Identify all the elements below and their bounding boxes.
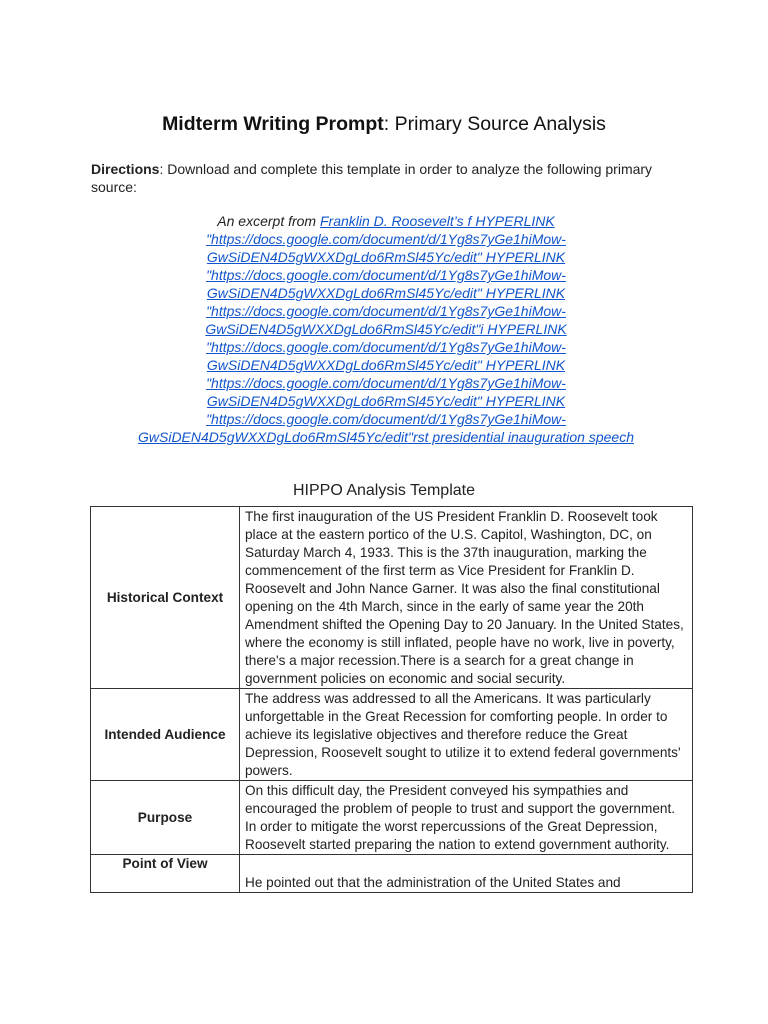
speech-link-line[interactable]: "https://docs.google.com/document/d/1Yg8s7yGe1hiMow- [206, 339, 566, 355]
directions-label: Directions [91, 161, 160, 177]
row-content[interactable] [240, 855, 693, 893]
speech-link-line[interactable]: GwSiDEN4D5gWXXDgLdo6RmSl45Yc/edit" HYPERLINK [206, 285, 566, 301]
table-row [91, 507, 693, 689]
excerpt-line [91, 212, 681, 230]
speech-link-line[interactable]: GwSiDEN4D5gWXXDgLdo6RmSl45Yc/edit"i HYPERLINK [205, 321, 567, 337]
row-content[interactable]: The first inauguration of the US President Franklin D. Roosevelt took place at the eastern portico of the U.S. Capitol, Washington, DC, on Saturday March 4, 1933. This is the 37th inauguration, marking the commencement of the first term as Vice President for Franklin D. Roosevelt and John Nance Garner. It was also the final constitutional opening on the 4th March, since in the early of same year the 20th Amendment shifted the Opening Day to 20 January. In the United States, where the economy is still inflated, people have no work, live in poverty, there's a major recession.There is a search for a great change in government policies on economic and social security. [240, 507, 693, 689]
row-content-text: He pointed out that the administration of the United States and [245, 875, 621, 890]
table-row [91, 781, 693, 855]
row-content[interactable]: On this difficult day, the President conveyed his sympathies and encouraged the problem of people to trust and support the government. In order to mitigate the worst repercussions of the Great Depression, Roosevelt started preparing the nation to extend government authority. [240, 781, 693, 855]
row-heading: Historical Context [91, 507, 240, 689]
row-heading: Purpose [91, 781, 240, 855]
table-title: HIPPO Analysis Template [292, 482, 475, 499]
row-heading: Point of View [91, 855, 240, 893]
row-heading: Intended Audience [91, 689, 240, 781]
hippo-analysis-table [90, 506, 693, 893]
directions-paragraph [91, 160, 681, 196]
speech-link-line[interactable]: "https://docs.google.com/document/d/1Yg8s7yGe1hiMow- [206, 231, 566, 247]
page-title [0, 111, 768, 137]
directions-text: : Download and complete this template in order to analyze the following primary source: [91, 161, 653, 195]
speech-link-line[interactable]: GwSiDEN4D5gWXXDgLdo6RmSl45Yc/edit" HYPERLINK [206, 357, 566, 373]
table-row [91, 689, 693, 781]
page-title-bold: Midterm Writing Prompt [162, 113, 384, 135]
speech-link-line[interactable]: GwSiDEN4D5gWXXDgLdo6RmSl45Yc/edit"rst presidential inauguration speech [138, 429, 634, 445]
excerpt-citation [91, 212, 681, 446]
page-title-rest: : Primary Source Analysis [383, 113, 606, 135]
table-row [91, 855, 693, 893]
speech-link-line[interactable]: "https://docs.google.com/document/d/1Yg8s7yGe1hiMow- [206, 411, 566, 427]
excerpt-prefix: An excerpt from [217, 213, 320, 229]
speech-link-line[interactable]: "https://docs.google.com/document/d/1Yg8s7yGe1hiMow- [206, 375, 566, 391]
row-content[interactable]: The address was addressed to all the Americans. It was particularly unforgettable in the Great Recession for comforting people. In order to achieve its legislative objectives and therefore reduce the Great Depression, Roosevelt sought to utilize it to extend federal governments' powers. [240, 689, 693, 781]
speech-link-line[interactable]: GwSiDEN4D5gWXXDgLdo6RmSl45Yc/edit" HYPERLINK [206, 393, 566, 409]
speech-link-line[interactable]: "https://docs.google.com/document/d/1Yg8s7yGe1hiMow- [206, 267, 566, 283]
speech-link-line[interactable]: "https://docs.google.com/document/d/1Yg8s7yGe1hiMow- [206, 303, 566, 319]
speech-link-line[interactable]: GwSiDEN4D5gWXXDgLdo6RmSl45Yc/edit" HYPERLINK [206, 249, 566, 265]
cell-spacer [245, 856, 688, 874]
speech-link[interactable]: Franklin D. Roosevelt’s f HYPERLINK [319, 213, 555, 229]
